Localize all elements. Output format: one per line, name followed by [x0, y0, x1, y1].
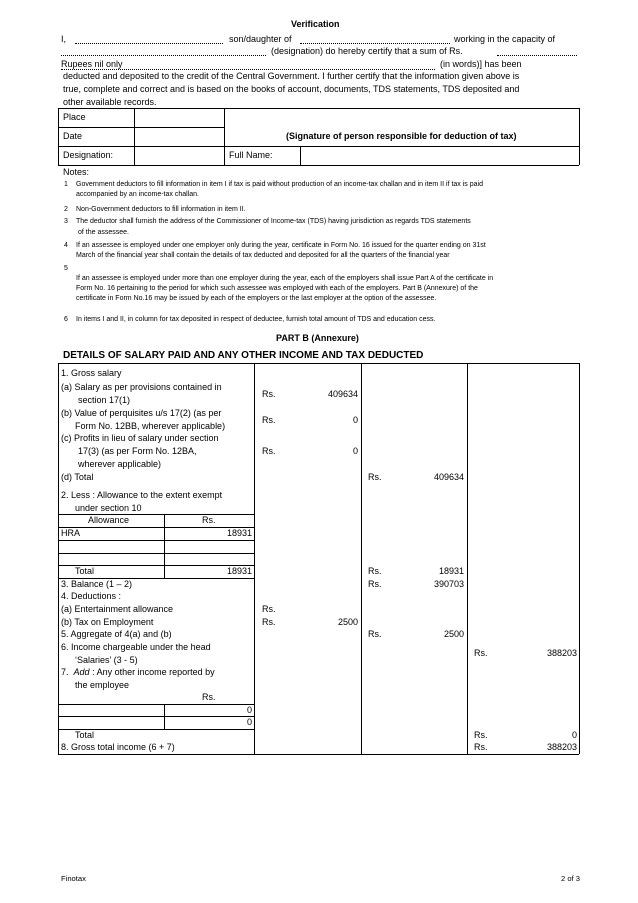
other-income-value-1: 0	[246, 705, 252, 715]
note-5-line-2: Form No. 16 pertaining to the period for which such assessee was employed with each of the employers. Part B (Annexure) of the	[76, 285, 478, 292]
chargeable-income-line-1: 6. Income chargeable under the head	[61, 642, 211, 652]
amount-words-field[interactable]	[61, 69, 435, 70]
other-income-total-label: Total	[75, 730, 95, 740]
salary-a-value: 409634	[327, 389, 358, 399]
note-4-num: 4	[64, 242, 68, 249]
less-allowance-line-1: 2. Less : Allowance to the extent exempt	[61, 490, 223, 500]
verification-para-1: deducted and deposited to the credit of the Central Government. I further certify that the information given above is	[63, 71, 520, 81]
salary-c-line-3: wherever applicable)	[78, 459, 162, 469]
gross-total-income-value: 388203	[546, 742, 577, 752]
note-1-line-2: accompanied by an income-tax challan.	[76, 191, 199, 198]
son-daughter-label: son/daughter of	[229, 34, 292, 44]
note-3-line-2: of the assessee.	[78, 229, 129, 236]
other-income-add: Add	[73, 667, 90, 677]
note-4-line-2: March of the financial year shall contain the details of tax deducted and deposited for all the quarters of the financial year	[76, 252, 450, 259]
designation-field[interactable]	[61, 55, 266, 56]
part-b-heading: PART B (Annexure)	[276, 333, 359, 343]
salary-b-rs: Rs.	[262, 415, 276, 425]
chargeable-income-line-2: ‘Salaries’ (3 - 5)	[75, 655, 138, 665]
name-field[interactable]	[75, 43, 223, 44]
note-6-num: 6	[64, 316, 68, 323]
rupees-nil-text: Rupees nil only	[61, 59, 123, 69]
note-3-line-1: The deductor shall furnish the address of the Commissioner of Income-tax (TDS) having jurisdiction as regards TDS statements	[76, 218, 471, 225]
gross-salary-label: 1. Gross salary	[61, 368, 122, 378]
tax-on-employment-label: (b) Tax on Employment	[61, 617, 154, 627]
less-allowance-line-2: under section 10	[75, 503, 142, 513]
note-1-line-1: Government deductors to fill information in item I if tax is paid without production of an income-tax challan and in item II if tax is paid	[76, 181, 483, 188]
other-income-total-value: 0	[571, 730, 577, 740]
entertainment-rs: Rs.	[262, 604, 276, 614]
signature-label: (Signature of person responsible for deduction of tax)	[286, 131, 517, 141]
salary-a-rs: Rs.	[262, 389, 276, 399]
balance-label: 3. Balance (1 – 2)	[61, 579, 133, 589]
allowance-header: Allowance	[88, 515, 130, 525]
note-6-line-1: In items I and II, in column for tax deposited in respect of deductee, furnish total amount of TDS and education cess.	[76, 316, 436, 323]
chargeable-income-value: 388203	[546, 648, 577, 658]
salary-c-line-1: (c) Profits in lieu of salary under section	[61, 433, 219, 443]
balance-rs: Rs.	[368, 579, 382, 589]
balance-value: 390703	[433, 579, 464, 589]
working-capacity-label: working in the capacity of	[454, 34, 556, 44]
gross-total-income-label: 8. Gross total income (6 + 7)	[61, 742, 175, 752]
verification-para-2: true, complete and correct and is based on the books of account, documents, TDS statements, TDS deposited and	[63, 84, 520, 94]
salary-c-line-2: 17(3) (as per Form No. 12BA,	[78, 446, 197, 456]
place-label: Place	[63, 112, 86, 122]
hra-label: HRA	[61, 528, 81, 538]
gross-total-income-rs: Rs.	[474, 742, 488, 752]
designation-label: Designation:	[63, 150, 114, 160]
salary-a-line-1: (a) Salary as per provisions contained in	[61, 382, 222, 392]
salary-b-line-1: (b) Value of perquisites u/s 17(2) (as per	[61, 408, 222, 418]
date-label: Date	[63, 131, 83, 141]
tax-on-employment-rs: Rs.	[262, 617, 276, 627]
note-3-num: 3	[64, 218, 68, 225]
other-income-line-1	[61, 667, 215, 677]
salary-b-value: 0	[352, 415, 358, 425]
in-words-label: (in words)] has been	[440, 59, 522, 69]
designation-text: (designation) do hereby certify that a sum of Rs.	[271, 46, 463, 56]
salary-b-line-2: Form No. 12BB, wherever applicable)	[75, 421, 226, 431]
deductions-label: 4. Deductions :	[61, 591, 122, 601]
note-1-num: 1	[64, 181, 68, 188]
salary-details-heading: DETAILS OF SALARY PAID AND ANY OTHER INCOME AND TAX DEDUCTED	[63, 350, 424, 361]
other-income-rest: : Any other income reported by	[92, 667, 215, 677]
aggregate-label: 5. Aggregate of 4(a) and (b)	[61, 629, 172, 639]
note-5-line-1: If an assessee is employed under more than one employer during the year, each of the employers shall issue Part A of the certificate in	[76, 275, 494, 282]
other-income-value-2: 0	[246, 717, 252, 727]
amount-field[interactable]	[497, 55, 577, 56]
salary-a-line-2: section 17(1)	[78, 395, 131, 405]
allowance-rs-header: Rs.	[202, 515, 216, 525]
note-2-line-1: Non-Government deductors to fill information in item II.	[76, 206, 246, 213]
salary-d-label: (d) Total	[61, 472, 94, 482]
salary-d-value: 409634	[433, 472, 464, 482]
tax-on-employment-value: 2500	[337, 617, 358, 627]
full-name-label: Full Name:	[229, 150, 273, 160]
verification-title: Verification	[291, 19, 340, 29]
salary-c-rs: Rs.	[262, 446, 276, 456]
other-income-rs-header: Rs.	[202, 692, 216, 702]
notes-heading: Notes:	[63, 167, 90, 177]
verification-i-label: I,	[61, 34, 67, 44]
other-income-num: 7.	[61, 667, 69, 677]
allowance-total-rs: Rs.	[368, 566, 382, 576]
note-5-line-3: certificate in Form No.16 may be issued by each of the employers or the last employer at the option of the assessee.	[76, 295, 437, 302]
father-name-field[interactable]	[300, 43, 450, 44]
other-income-line-2: the employee	[75, 680, 130, 690]
footer-page-number: 2 of 3	[561, 874, 580, 883]
verification-para-3: other available records.	[63, 97, 157, 107]
salary-c-value: 0	[352, 446, 358, 456]
allowance-total-value: 18931	[226, 566, 252, 576]
salary-d-rs: Rs.	[368, 472, 382, 482]
allowance-total-col-value: 18931	[438, 566, 464, 576]
aggregate-value: 2500	[443, 629, 464, 639]
note-2-num: 2	[64, 206, 68, 213]
footer-brand: Finotax	[61, 874, 86, 883]
aggregate-rs: Rs.	[368, 629, 382, 639]
hra-value: 18931	[226, 528, 252, 538]
note-5-num: 5	[64, 265, 68, 272]
entertainment-allowance-label: (a) Entertainment allowance	[61, 604, 174, 614]
note-4-line-1: If an assessee is employed under one employer only during the year, certificate in Form No. 16 issued for the quarter ending on 31st	[76, 242, 486, 249]
chargeable-income-rs: Rs.	[474, 648, 488, 658]
other-income-total-rs: Rs.	[474, 730, 488, 740]
allowance-total-label: Total	[75, 566, 95, 576]
